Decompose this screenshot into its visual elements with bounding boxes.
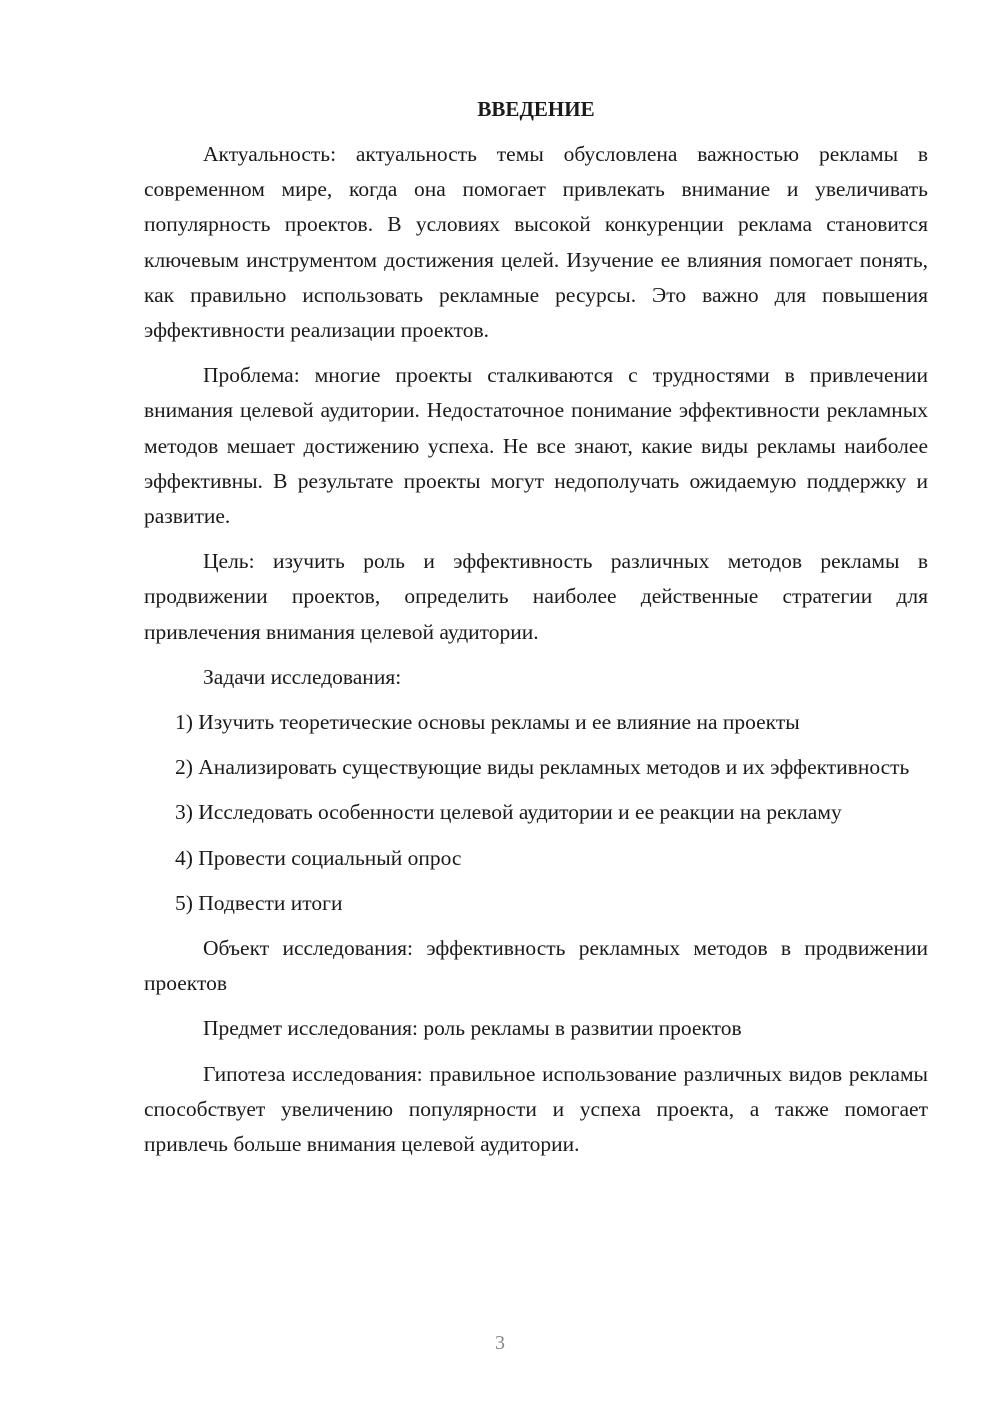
paragraph-object: Объект исследования: эффективность рекламных методов в продвижении проектов [144,936,928,996]
page-content [144,92,928,1172]
page-number: 3 [495,1332,505,1354]
list-item: 3) Исследовать особенности целевой аудитории и ее реакции на рекламу [175,800,842,825]
tasks-heading: Задачи исследования: [203,664,402,689]
paragraph-subject: Предмет исследования: роль рекламы в развитии проектов [203,1016,742,1041]
list-item: 5) Подвести итоги [175,890,343,915]
list-item: 4) Провести социальный опрос [175,845,462,870]
paragraph-goal: Цель: изучить роль и эффективность различных методов рекламы в продвижении проектов, определить наиболее действенные стратегии для привлечения внимания целевой аудитории. [144,549,928,644]
list-item: 1) Изучить теоретические основы рекламы и ее влияние на проекты [175,710,800,735]
paragraph-relevance: Актуальность: актуальность темы обусловлена важностью рекламы в современном мире, когда она помогает привлекать внимание и увеличивать популярность проектов. В условиях высокой конкуренции реклама становится ключевым инструментом достижения целей. Изучение ее влияния помогает понять, как правильно использовать рекламные ресурсы. Это важно для повышения эффективности реализации проектов. [144,142,928,343]
paragraph-problem: Проблема: многие проекты сталкиваются с трудностями в привлечении внимания целевой аудитории. Недостаточное понимание эффективности рекламных методов мешает достижению успеха. Не все знают, какие виды рекламы наиболее эффективны. В результате проекты могут недополучать ожидаемую поддержку и развитие. [144,363,928,529]
paragraph-hypothesis: Гипотеза исследования: правильное использование различных видов рекламы способствует увеличению популярности и успеха проекта, а также помогает привлечь больше внимания целевой аудитории. [144,1061,928,1157]
list-item: 2) Анализировать существующие виды рекламных методов и их эффективность [175,755,910,780]
tasks-list [144,705,928,921]
page-title: ВВЕДЕНИЕ [477,97,595,121]
